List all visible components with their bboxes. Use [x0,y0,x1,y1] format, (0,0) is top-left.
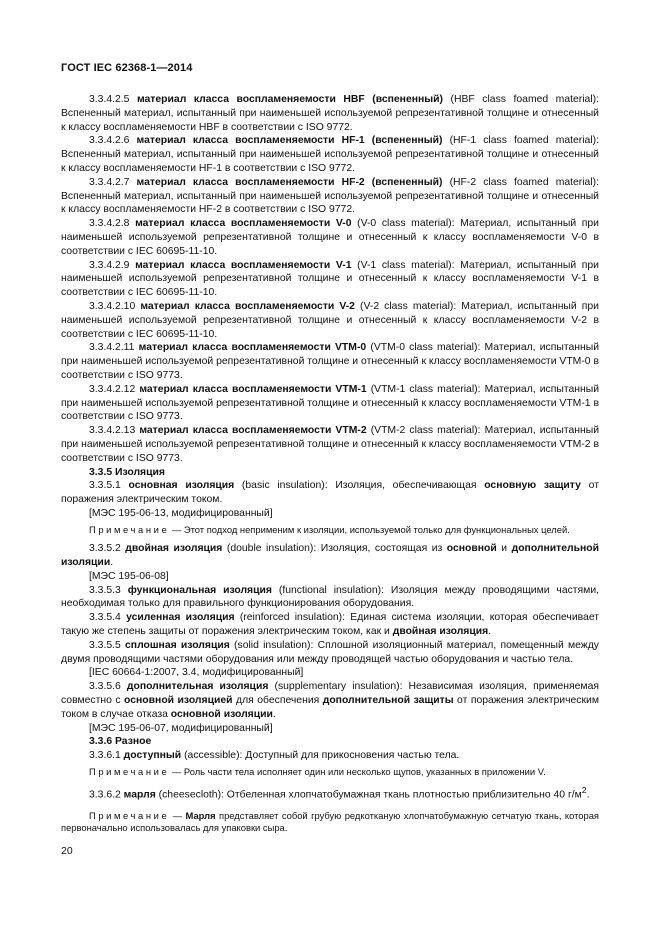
definition-v1: 3.3.4.2.9 материал класса воспламеняемости V-1 (V-1 class material): Материал, испытанный при наименьшей используемой репрезентативной толщине и отнесенный к классу воспламеняемости V-1 в соответствии с IEC 60695-11-10. [61,259,599,299]
definition-vtm2: 3.3.4.2.13 материал класса воспламеняемости VTM-2 (VTM-2 class material): Материал, испытанный при наименьшей используемой репрезентативной толщине и отнесенный к классу воспламеняемости VTM-2 в соответствии с ISO 9773. [61,425,599,464]
reference-basic: [МЭС 195-06-13, модифицированный] [89,507,273,519]
note-label: Примечание [89,809,170,821]
definition-solid-insulation: 3.3.5.5 сплошная изоляция (solid insulation): Сплошной изоляционный материал, помещенный между двумя проводящими частями оборудования или между проводящей частью оборудования и частью тела. [61,639,599,665]
section-heading-336: 3.3.6 Разное [89,736,152,748]
document-header: ГОСТ IEC 62368-1—2014 [61,62,193,74]
definition-basic-insulation: 3.3.5.1 основная изоляция (basic insulation): Изоляция, обеспечивающая основную защиту от поражения электрическим током. [61,480,599,506]
definition-hf2: 3.3.4.2.7 материал класса воспламеняемости HF-2 (вспененный) (HF-2 class foamed material): Вспененный материал, испытанный при наименьшей используемой репрезентативной толщине и отнесенный к классу воспламеняемости HF-2 в соответствии с ISO 9772. [61,176,599,216]
definition-reinforced-insulation: 3.3.5.4 усиленная изоляция (reinforced insulation): Единая система изоляции, которая обеспечивает такую же степень защиты от поражения электрическим током, как и двойная изоляция. [61,612,600,637]
reference-supplementary: [МЭС 195-06-07, модифицированный] [89,722,273,734]
definition-cheesecloth: 3.3.6.2 марля (cheesecloth): Отбеленная хлопчатобумажная ткань плотностью приблизительно 40 $г/м^2$. [89,785,590,801]
note-3: Примечание — Марля представляет собой грубую редкотканую хлопчатобумажную сетчатую ткань, которая первоначально использовалась для упаковки сыра. [61,809,599,834]
section-heading-335: 3.3.5 Изоляция [89,466,165,478]
page-number: 20 [61,845,73,857]
definition-vtm0: 3.3.4.2.11 материал класса воспламеняемости VTM-0 (VTM-0 class material): Материал, испытанный при наименьшей используемой репрезентативной толщине и отнесенный к классу воспламеняемости VTM-0 в соответствии с ISO 9773. [61,342,600,381]
definition-supplementary-insulation: 3.3.5.6 дополнительная изоляция (supplementary insulation): Независимая изоляция, применяемая совместно с основной изоляцией для обеспечения дополнительной защиты от поражения электрическим током в случае отказа основной изоляции. [61,681,599,720]
note-label: Примечание [89,765,170,777]
note-label: Примечание [89,523,170,535]
page-content [61,93,599,841]
note-2: Примечание — Роль части тела исполняет один или несколько щупов, указанных в приложении V. [89,765,546,777]
definition-functional-insulation: 3.3.5.3 функциональная изоляция (functional insulation): Изоляция между проводящими частями, необходимая только для правильного функционирования оборудования. [61,584,600,610]
reference-double: [МЭС 195-06-08] [89,570,169,582]
definition-v0: 3.3.4.2.8 материал класса воспламеняемости V-0 (V-0 class material): Материал, испытанный при наименьшей используемой репрезентативной толщине и отнесенный к классу воспламеняемости V-0 в соответствии с IEC 60695-11-10. [61,218,599,257]
definition-hf1: 3.3.4.2.6 материал класса воспламеняемости HF-1 (вспененный) (HF-1 class foamed material): Вспененный материал, испытанный при наименьшей используемой репрезентативной толщине и отнесенный к классу воспламеняемости HF-1 в соответствии с ISO 9772. [61,135,599,174]
definition-double-insulation: 3.3.5.2 двойная изоляция (double insulation): Изоляция, состоящая из основной и дополнительной изоляции. [61,543,600,568]
definition-vtm1: 3.3.4.2.12 материал класса воспламеняемости VTM-1 (VTM-1 class material): Материал, испытанный при наименьшей используемой репрезентативной толщине и отнесенный к классу воспламеняемости VTM-1 в соответствии с ISO 9773. [61,383,599,423]
definition-v2: 3.3.4.2.10 материал класса воспламеняемости V-2 (V-2 class material): Материал, испытанный при наименьшей используемой репрезентативной толщине и отнесенный к классу воспламеняемости V-2 в соответствии с IEC 60695-11-10. [61,300,599,340]
definition-hbf: 3.3.4.2.5 материал класса воспламеняемости HBF (вспененный) (HBF class foamed material): Вспененный материал, испытанный при наименьшей используемой репрезентативной толщине и отнесенный к классу воспламеняемости HBF в соответствии с ISO 9772. [61,94,599,133]
definition-accessible: 3.3.6.1 доступный (accessible): Доступный для прикосновения частью тела. [89,750,460,762]
note-1: Примечание — Этот подход неприменим к изоляции, используемой только для функциональных целей. [89,523,570,535]
reference-solid: [IEC 60664-1:2007, 3.4, модифицированный] [89,667,304,679]
